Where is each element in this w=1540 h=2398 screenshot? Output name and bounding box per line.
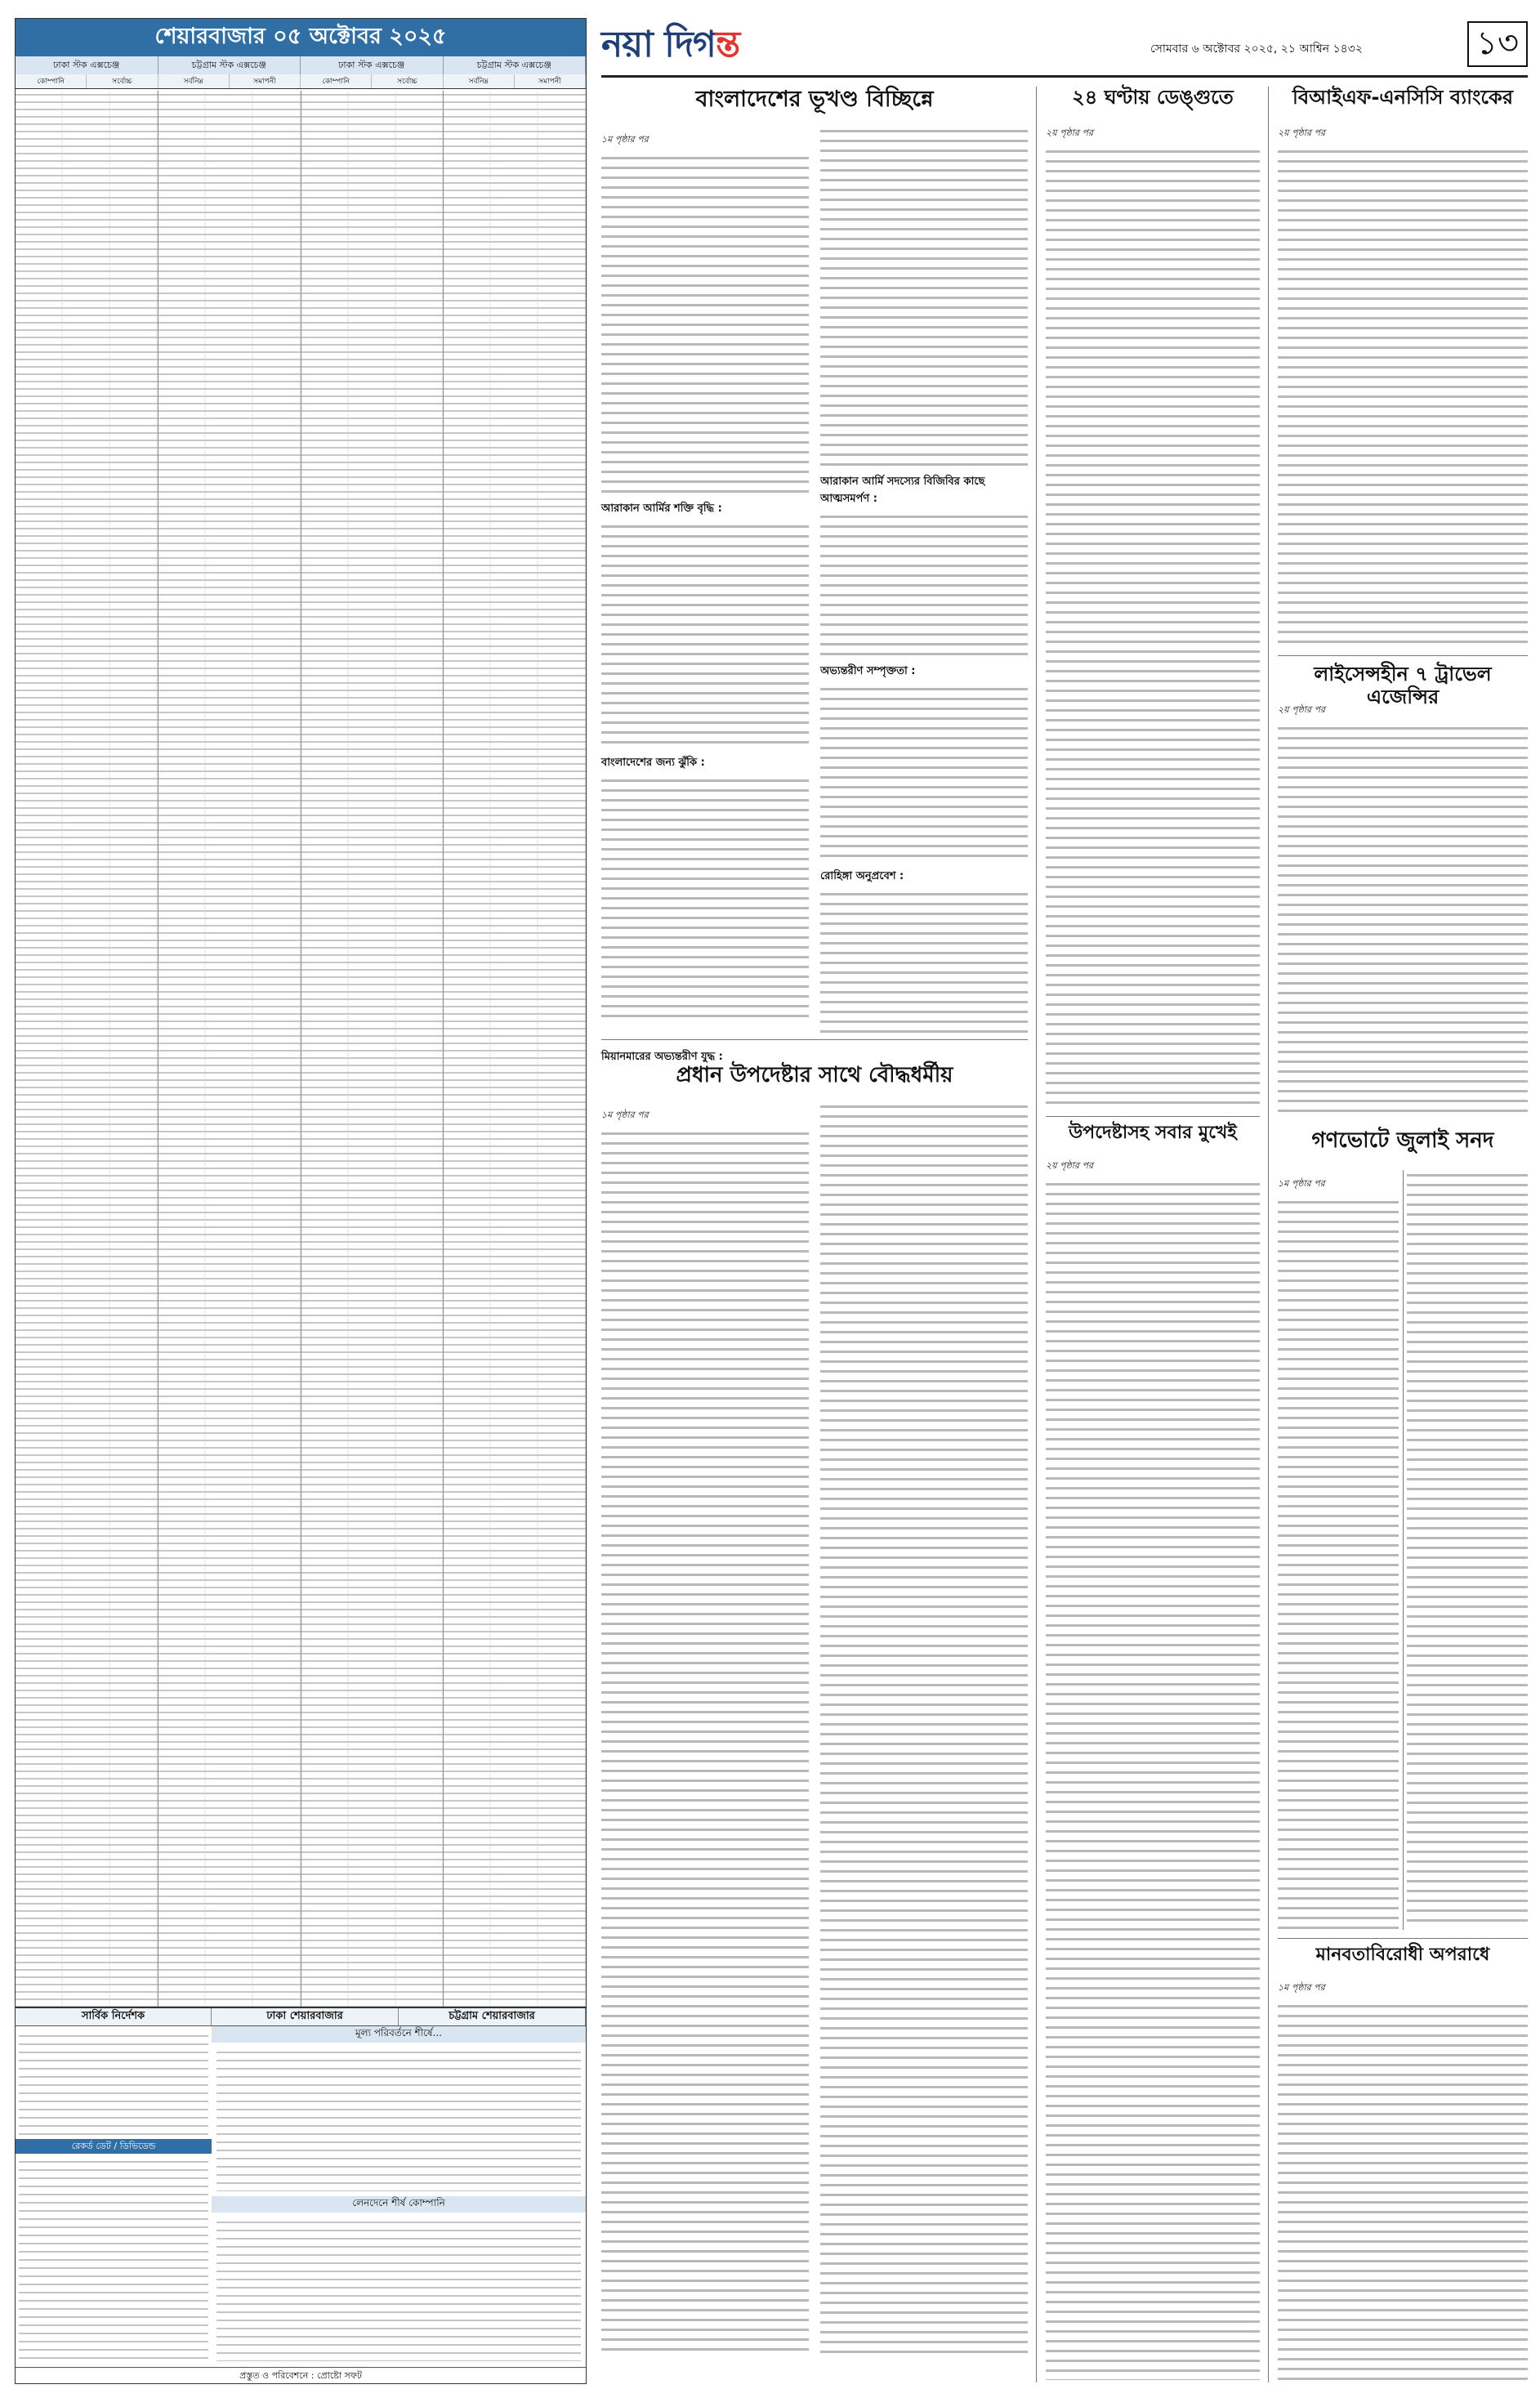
article-headline: মানবতাবিরোধী অপরাধে — [1315, 1945, 1490, 1965]
dse-title: ঢাকা শেয়ারবাজার — [212, 2008, 399, 2025]
article-bif-ncc — [1278, 87, 1528, 650]
article-text — [601, 153, 809, 496]
price-change-table — [216, 2047, 581, 2191]
article-headline: বিআইএফ-এনসিসি ব্যাংকের — [1292, 86, 1514, 109]
index-title: সার্বিক নির্দেশক — [16, 2008, 212, 2025]
newspaper-page — [15, 18, 1528, 2384]
price-table-column — [444, 91, 586, 2007]
article-text — [1407, 1170, 1528, 1922]
article-text — [1278, 723, 1528, 1115]
continued-label: ২য় পৃষ্ঠার পর — [1046, 127, 1094, 138]
article-subhead: আরাকান আর্মির শক্তি বৃদ্ধি : — [601, 502, 722, 515]
article-text — [1278, 2001, 1528, 2385]
article-text — [820, 126, 1028, 469]
article-bhukhando — [601, 87, 1028, 123]
article-text — [820, 889, 1028, 1036]
article-text — [820, 511, 1028, 659]
column-divider — [1403, 1170, 1404, 1930]
article-text — [601, 1128, 809, 2354]
article-headline: গণভোটে জুলাই সনদ — [1311, 1128, 1494, 1153]
article-headline: ২৪ ঘণ্টায় ডেঙ্গুতে — [1072, 86, 1234, 109]
article-text — [1278, 1197, 1399, 1932]
article-column — [601, 126, 809, 1038]
exchange-label: ঢাকা স্টক এক্সচেঞ্জ — [301, 56, 444, 74]
record-date-table — [19, 2157, 208, 2361]
cse-title: চট্টগ্রাম শেয়ারবাজার — [399, 2008, 586, 2025]
continued-label: ২য় পৃষ্ঠার পর — [1046, 1160, 1094, 1171]
dateline: সোমবার ৬ অক্টোবর ২০২৫, ২১ আশ্বিন ১৪৩২ — [1150, 42, 1363, 56]
index-table — [19, 2031, 208, 2136]
article-headline: প্রধান উপদেষ্টার সাথে বৌদ্ধধর্মীয় — [676, 1063, 953, 1087]
price-table-column — [158, 91, 301, 2007]
article-text — [820, 1101, 1028, 2360]
article-dengue — [1046, 87, 1260, 1116]
article-column — [1278, 1170, 1399, 1938]
record-date-title: রেকর্ড ডেট / ডিভিডেন্ড — [16, 2139, 212, 2154]
article-headline: উপদেষ্টাসহ সবার মুখেই — [1069, 1123, 1237, 1143]
column-header: সমাপনী — [230, 74, 301, 88]
article-text — [601, 775, 809, 1020]
share-market-title: শেয়ারবাজার ০৫ অক্টোবর ২০২৫ — [16, 19, 586, 56]
article-headline: বাংলাদেশের ভূখণ্ড বিচ্ছিন্নে — [695, 87, 934, 112]
article-humanity-crime — [1278, 1945, 1528, 2382]
market-summary — [16, 2007, 586, 2385]
article-text — [1046, 146, 1260, 1110]
section-divider — [601, 1039, 1028, 1040]
column-header-row — [16, 74, 586, 89]
article-pradhan-upodeshta — [601, 1044, 1028, 1096]
article-subhead: আরাকান আর্মি সদস্যের বিজিবির কাছে আত্মসমর্পণ : — [820, 476, 985, 505]
column-divider — [1036, 87, 1037, 2382]
top-turnover-table — [216, 2217, 581, 2361]
article-subhead: রোহিঙ্গা অনুপ্রবেশ : — [820, 870, 904, 882]
article-subhead: মিয়ানমারের অভ্যন্তরীণ যুদ্ধ : — [601, 1051, 723, 1063]
continued-label: ২য় পৃষ্ঠার পর — [1278, 704, 1326, 715]
masthead-rule — [601, 75, 1528, 78]
article-column — [1407, 1170, 1528, 1938]
column-divider — [1268, 87, 1269, 2382]
continued-label: ১ম পৃষ্ঠার পর — [1278, 1982, 1325, 1993]
article-headline: লাইসেন্সহীন ৭ ট্রাভেল এজেন্সির — [1314, 663, 1492, 708]
top-turnover-title: লেনদেনে শীর্ষ কোম্পানি — [212, 2196, 586, 2213]
exchange-label: চট্টগ্রাম স্টক এক্সচেঞ্জ — [444, 56, 587, 74]
newspaper-logo — [601, 25, 846, 69]
column-header: কোম্পানি — [16, 74, 87, 88]
article-text — [820, 684, 1028, 864]
article-text — [601, 521, 809, 750]
section-divider — [1278, 655, 1528, 656]
article-column — [820, 126, 1028, 1038]
article-upodeshta — [1046, 1123, 1260, 2381]
share-price-table — [16, 91, 586, 2007]
column-header: সমাপনী — [515, 74, 586, 88]
article-column — [820, 1101, 1028, 2376]
column-header: সর্বনিম্ন — [444, 74, 515, 88]
market-footer: প্রস্তুত ও পরিবেশনে : প্রোষ্টো সফট — [16, 2367, 586, 2385]
column-header: সর্বোচ্চ — [372, 74, 443, 88]
exchange-header-row — [16, 56, 586, 74]
price-table-column — [16, 91, 158, 2007]
column-header: সর্বোচ্চ — [87, 74, 158, 88]
continued-label: ২য় পৃষ্ঠার পর — [1278, 127, 1326, 138]
price-change-title: মূল্য পরিবর্তনে শীর্ষে... — [212, 2026, 586, 2043]
summary-header — [16, 2008, 586, 2026]
logo-accent: ন্ত — [715, 23, 740, 65]
continued-label: ১ম পৃষ্ঠার পর — [1278, 1178, 1325, 1189]
column-header: সর্বনিম্ন — [158, 74, 230, 88]
article-column — [601, 1101, 809, 2376]
column-header: কোম্পানি — [301, 74, 372, 88]
section-divider — [1046, 1116, 1260, 1117]
article-text — [1046, 1179, 1260, 2380]
logo-text: নয়া দিগ — [601, 23, 716, 65]
article-july-charter — [1278, 1128, 1528, 1153]
article-subhead: অভ্যন্তরীণ সম্পৃক্ততা : — [820, 665, 916, 677]
share-market-panel — [15, 18, 587, 2384]
exchange-label: চট্টগ্রাম স্টক এক্সচেঞ্জ — [158, 56, 301, 74]
price-table-column — [301, 91, 444, 2007]
page-number: ১৩ — [1467, 21, 1528, 67]
continued-label: ১ম পৃষ্ঠার পর — [601, 1110, 649, 1120]
article-text — [1278, 146, 1528, 645]
article-subhead: বাংলাদেশের জন্য ঝুঁকি : — [601, 757, 705, 769]
exchange-label: ঢাকা স্টক এক্সচেঞ্জ — [16, 56, 158, 74]
article-travel-agency — [1278, 663, 1528, 1121]
continued-label: ১ম পৃষ্ঠার পর — [601, 134, 649, 145]
section-divider — [1278, 1938, 1528, 1939]
